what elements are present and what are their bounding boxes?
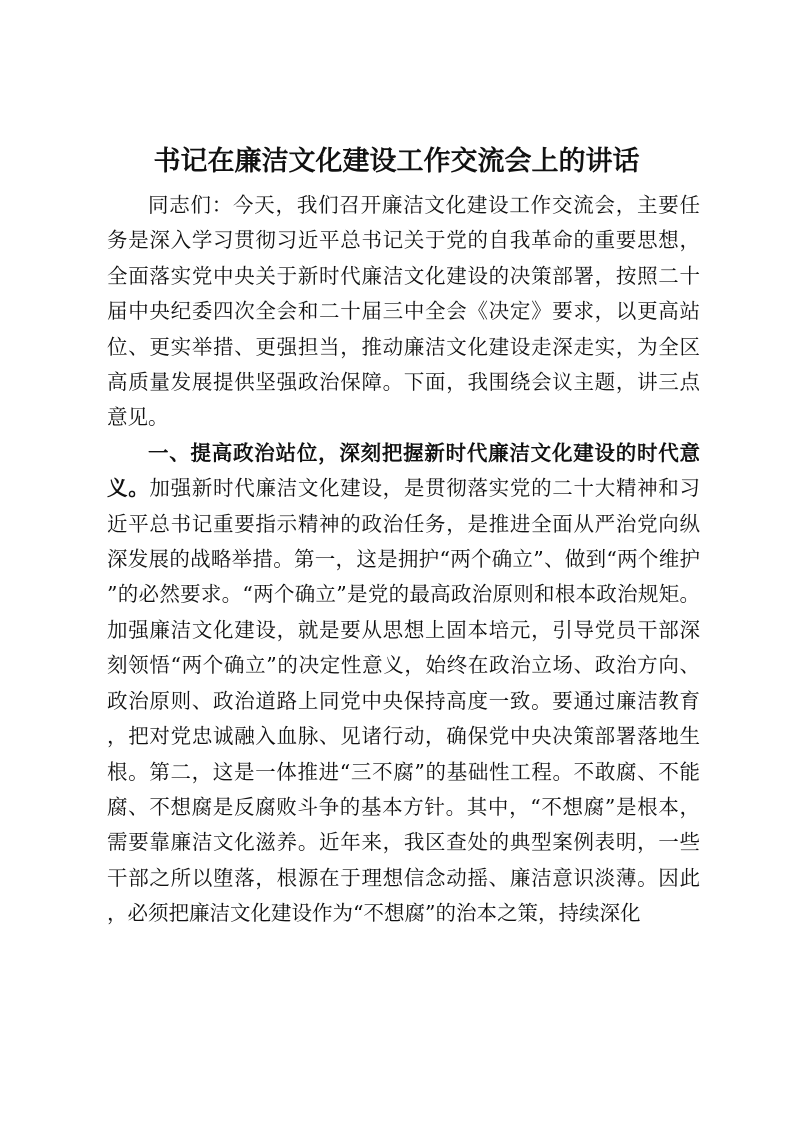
- section-one-heading: 一、提高政治站位，深刻把握新时代廉洁文化建设的时代意义。: [107, 440, 700, 501]
- document-body: [107, 188, 700, 932]
- section-one-text: 加强新时代廉洁文化建设，是贯彻落实党的二十大精神和习近平总书记重要指示精神的政治任务，是推进全面从严治党向纵深发展的战略举措。第一，这是拥护“两个确立”、做到“两个维护”的必然要求。“两个确立”是党的最高政治原则和根本政治规矩。加强廉洁文化建设，就是要从思想上固本培元，引导党员干部深刻领悟“两个确立”的决定性意义，始终在政治立场、政治方向、政治原则、政治道路上同党中央保持高度一致。要通过廉洁教育，把对党忠诚融入血脉、见诸行动，确保党中央决策部署落地生根。第二，这是一体推进“三不腐”的基础性工程。不敢腐、不能腐、不想腐是反腐败斗争的基本方针。其中，“不想腐”是根本，需要靠廉洁文化滋养。近年来，我区查处的典型案例表明，一些干部之所以堕落，根源在于理想信念动摇、廉洁意识淡薄。因此，必须把廉洁文化建设作为“不想腐”的治本之策，持续深化: [107, 476, 701, 926]
- document-title: 书记在廉洁文化建设工作交流会上的讲话: [153, 146, 640, 177]
- section-one-paragraph: [107, 436, 700, 932]
- opening-paragraph: [107, 188, 700, 436]
- opening-paragraph-text: 同志们：今天，我们召开廉洁文化建设工作交流会，主要任务是深入学习贯彻习近平总书记关于党的自我革命的重要思想，全面落实党中央关于新时代廉洁文化建设的决策部署，按照二十届中央纪委四次全会和二十届三中全会《决定》要求，以更高站位、更实举措、更强担当，推动廉洁文化建设走深走实，为全区高质量发展提供坚强政治保障。下面，我围绕会议主题，讲三点意见。: [107, 193, 700, 430]
